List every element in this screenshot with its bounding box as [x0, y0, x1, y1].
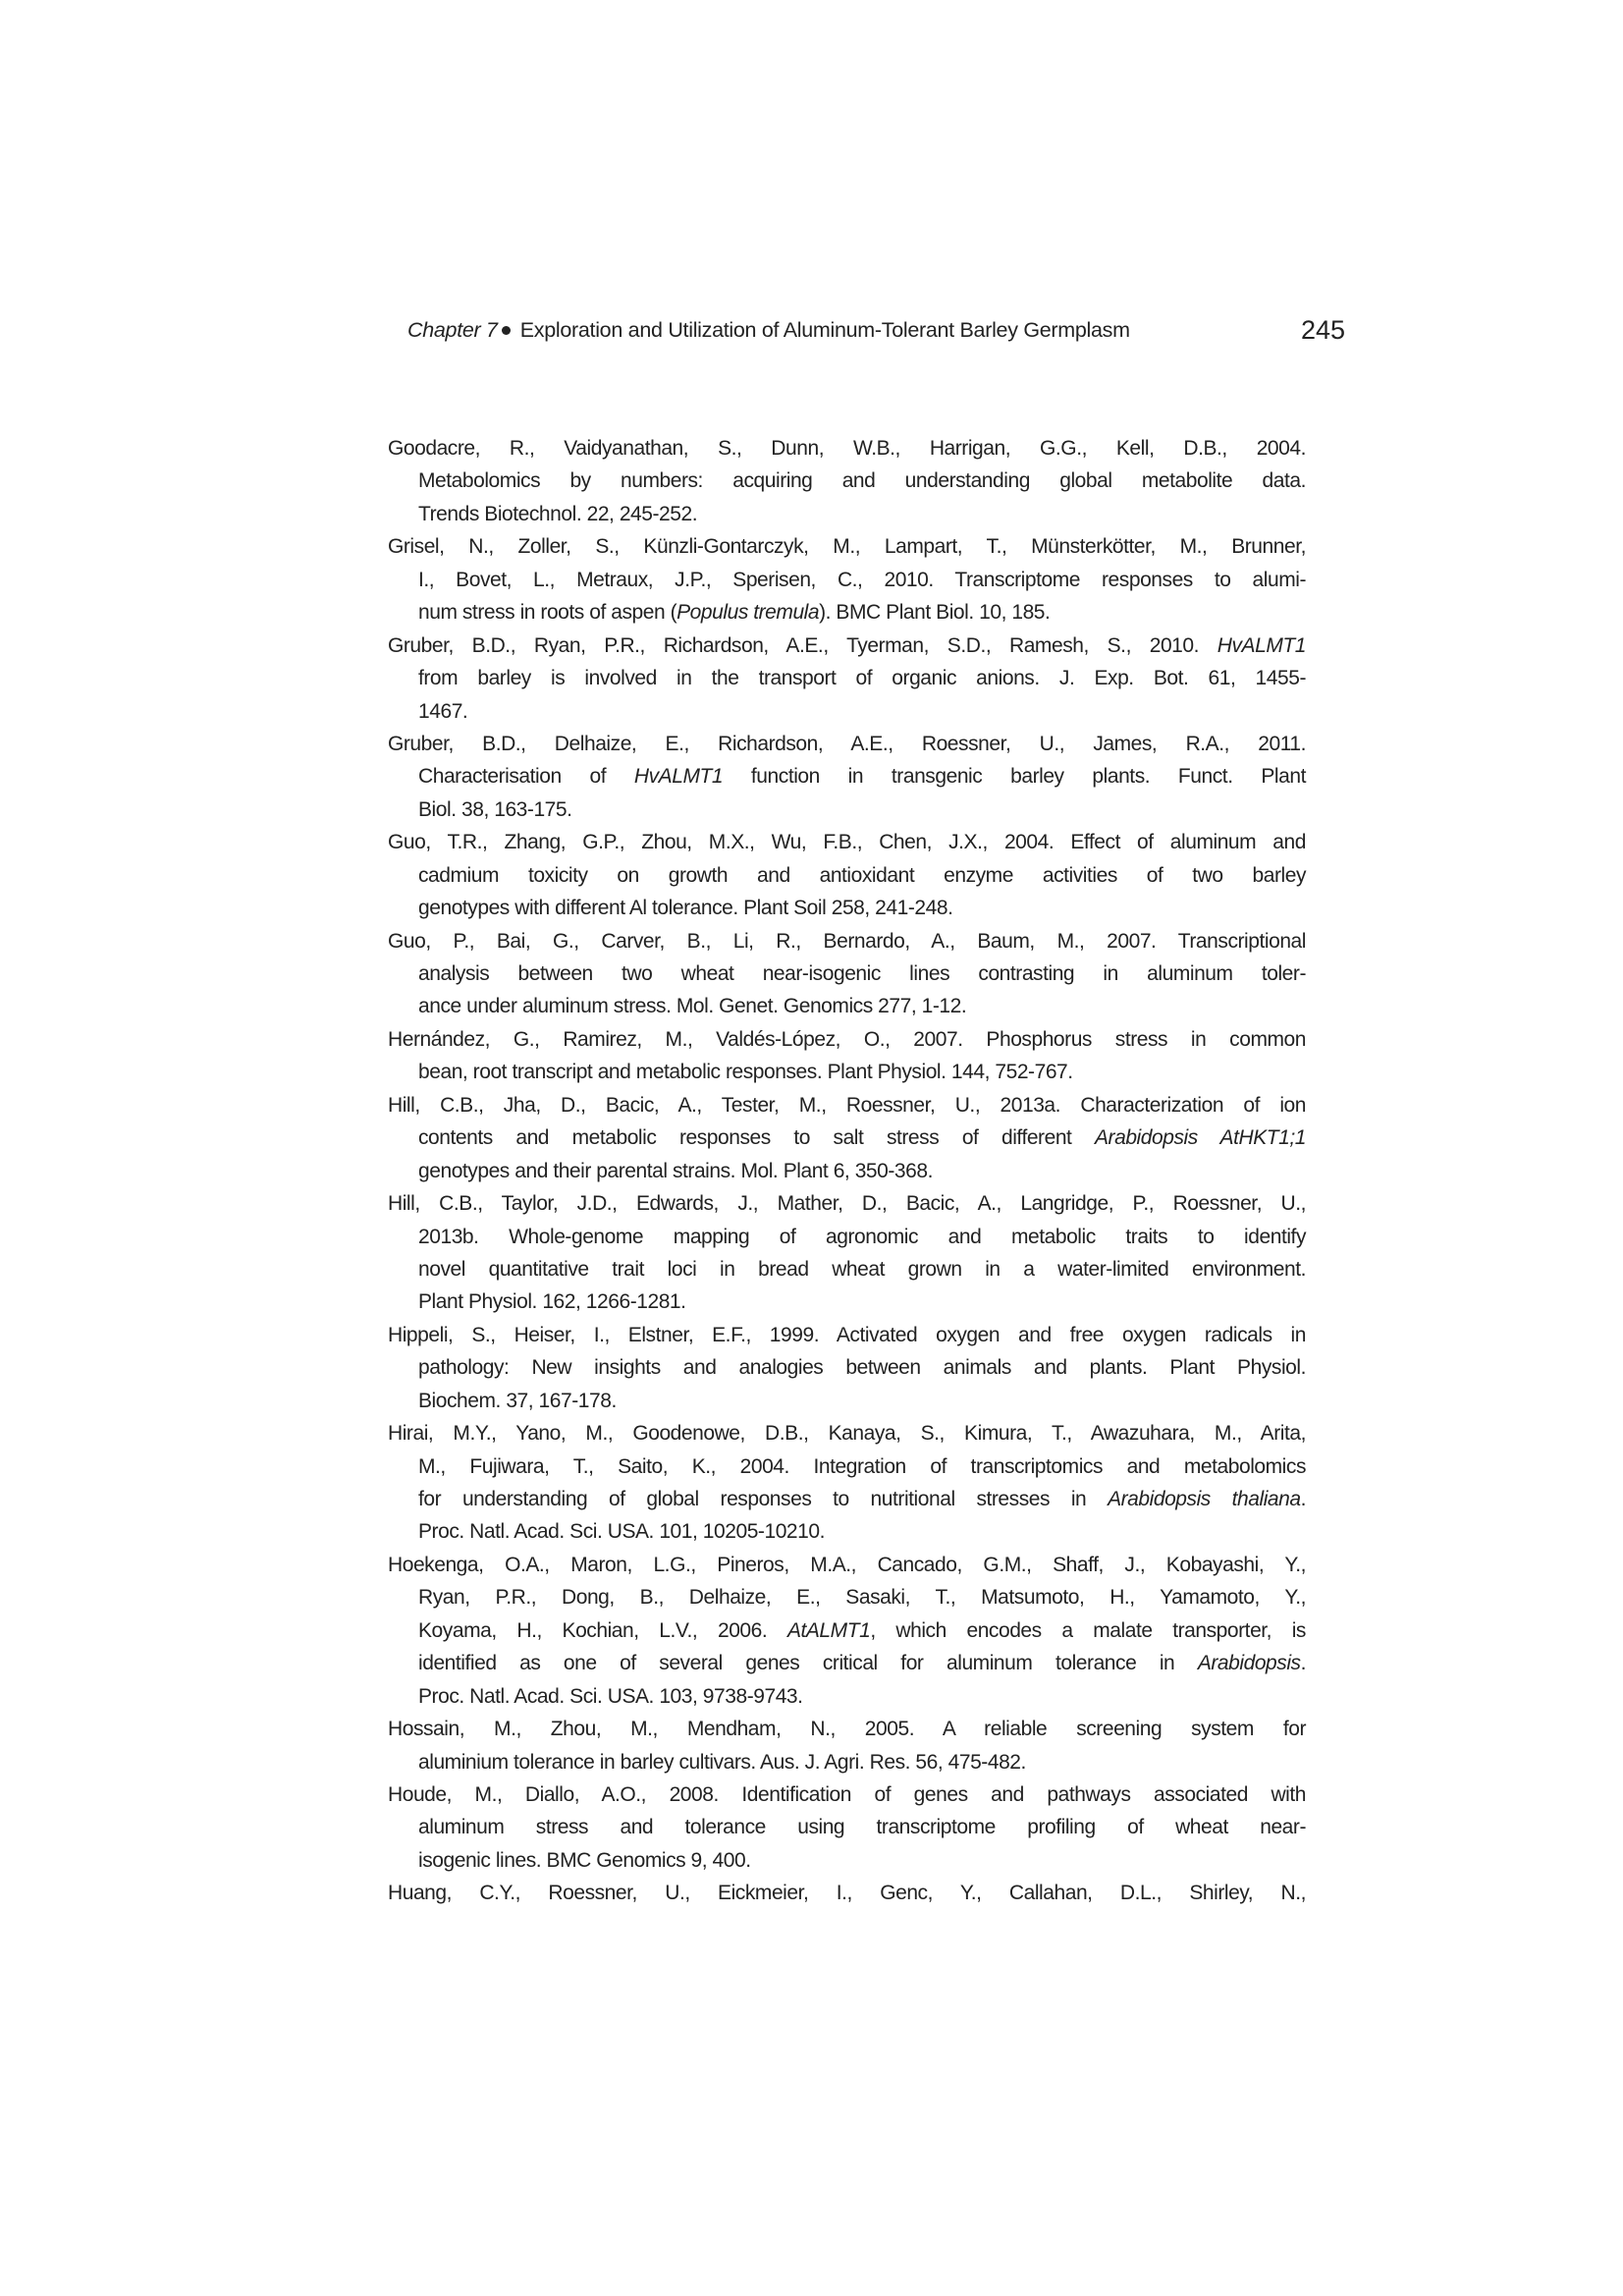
- reference-entry: [388, 629, 1306, 728]
- italic-term: Arabidopsis thaliana: [1108, 1488, 1301, 1510]
- reference-text: Hirai, M.Y., Yano, M., Goodenowe, D.B., Kanaya, S., Kimura, T., Awazuhara, M., Arita,: [388, 1422, 1306, 1446]
- running-header: [407, 315, 1345, 350]
- reference-text: Characterisation of: [418, 765, 634, 789]
- reference-line: [388, 1385, 1306, 1417]
- reference-text: for understanding of global responses to nutritional stresses in: [418, 1488, 1109, 1510]
- reference-line: [388, 432, 1306, 465]
- reference-text: analysis between two wheat near-isogenic lines contrasting in aluminum toler-: [418, 962, 1306, 985]
- reference-line: [388, 465, 1306, 497]
- reference-text: genotypes and their parental strains. Mol. Plant 6, 350-368.: [418, 1159, 934, 1182]
- reference-text: ance under aluminum stress. Mol. Genet. Genomics 277, 1-12.: [418, 995, 967, 1018]
- reference-text: Hoekenga, O.A., Maron, L.G., Pineros, M.A., Cancado, G.M., Shaff, J., Kobayashi, Y.,: [388, 1553, 1306, 1576]
- reference-text: Trends Biotechnol. 22, 245-252.: [418, 502, 698, 525]
- reference-line: [388, 1844, 1306, 1877]
- reference-text: Biol. 38, 163-175.: [418, 797, 572, 821]
- reference-entry: [388, 1713, 1306, 1778]
- bullet-separator-icon: [502, 326, 511, 335]
- reference-entry: [388, 1778, 1306, 1877]
- reference-text: novel quantitative trait loci in bread wheat grown in a water-limited environment.: [418, 1257, 1306, 1281]
- reference-line: [388, 1121, 1306, 1154]
- reference-line: [388, 990, 1306, 1022]
- reference-line: [388, 1351, 1306, 1384]
- reference-text: Koyama, H., Kochian, L.V., 2006.: [418, 1618, 787, 1642]
- reference-text: Gruber, B.D., Ryan, P.R., Richardson, A.E., Tyerman, S.D., Ramesh, S., 2010.: [388, 633, 1217, 657]
- reference-line: [388, 826, 1306, 858]
- reference-text: Metabolomics by numbers: acquiring and understanding global metabolite data.: [418, 469, 1306, 493]
- reference-line: [388, 859, 1306, 892]
- reference-text: Ryan, P.R., Dong, B., Delhaize, E., Sasaki, T., Matsumoto, H., Yamamoto, Y.,: [418, 1586, 1306, 1610]
- reference-line: [388, 695, 1306, 728]
- reference-line: [388, 662, 1306, 694]
- reference-entry: [388, 1877, 1306, 1909]
- reference-text: Hernández, G., Ramirez, M., Valdés-López, O., 2007. Phosphorus stress in common: [388, 1027, 1306, 1051]
- italic-term: AtALMT1: [786, 1618, 871, 1642]
- reference-text: Proc. Natl. Acad. Sci. USA. 103, 9738-9743.: [418, 1684, 803, 1708]
- reference-text: I., Bovet, L., Metraux, J.P., Sperisen, C., 2010. Transcriptome responses to alumi-: [418, 568, 1306, 591]
- reference-entry: [388, 1187, 1306, 1319]
- reference-line: [388, 925, 1306, 957]
- reference-text: 2013b. Whole-genome mapping of agronomic and metabolic traits to identify: [418, 1225, 1306, 1248]
- reference-entry: [388, 1089, 1306, 1187]
- reference-text: num stress in roots of aspen (: [418, 601, 677, 625]
- reference-text: Biochem. 37, 167-178.: [418, 1389, 617, 1412]
- reference-text: Hill, C.B., Jha, D., Bacic, A., Tester, M., Roessner, U., 2013a. Characterization of ion: [388, 1093, 1306, 1117]
- reference-line: [388, 793, 1306, 826]
- reference-line: [388, 892, 1306, 924]
- reference-line: [388, 957, 1306, 990]
- reference-line: [388, 1023, 1306, 1056]
- reference-text: contents and metabolic responses to salt stress of different: [418, 1126, 1095, 1150]
- reference-entry: [388, 826, 1306, 924]
- reference-entry: [388, 925, 1306, 1023]
- reference-entry: [388, 1023, 1306, 1089]
- reference-text: ). BMC Plant Biol. 10, 185.: [819, 601, 1051, 625]
- reference-text: from barley is involved in the transport of organic anions. J. Exp. Bot. 61, 1455-: [418, 667, 1306, 690]
- reference-text: .: [1300, 1488, 1306, 1510]
- reference-text: , which encodes a malate transporter, is: [870, 1618, 1306, 1642]
- reference-text: function in transgenic barley plants. Funct. Plant: [723, 765, 1306, 789]
- reference-line: [388, 1680, 1306, 1713]
- reference-line: [388, 1056, 1306, 1088]
- reference-text: aluminum stress and tolerance using transcriptome profiling of wheat near-: [418, 1816, 1306, 1839]
- reference-text: cadmium toxicity on growth and antioxidant enzyme activities of two barley: [418, 863, 1306, 887]
- italic-term: Arabidopsis: [1197, 1652, 1301, 1675]
- reference-line: [388, 1483, 1306, 1515]
- reference-text: isogenic lines. BMC Genomics 9, 400.: [418, 1848, 751, 1872]
- reference-line: [388, 1581, 1306, 1613]
- reference-line: [388, 760, 1306, 793]
- reference-text: pathology: New insights and analogies between animals and plants. Plant Physiol.: [418, 1356, 1306, 1380]
- reference-line: [388, 1089, 1306, 1121]
- reference-text: Huang, C.Y., Roessner, U., Eickmeier, I., Genc, Y., Callahan, D.L., Shirley, N.,: [388, 1882, 1306, 1905]
- reference-text: Houde, M., Diallo, A.O., 2008. Identification of genes and pathways associated with: [388, 1782, 1306, 1806]
- reference-line: [388, 498, 1306, 530]
- italic-term: Arabidopsis AtHKT1;1: [1095, 1126, 1306, 1150]
- reference-line: [388, 1417, 1306, 1449]
- reference-line: [388, 1778, 1306, 1811]
- reference-text: M., Fujiwara, T., Saito, K., 2004. Integration of transcriptomics and metabolomics: [418, 1454, 1306, 1478]
- reference-line: [388, 1155, 1306, 1187]
- reference-line: [388, 1515, 1306, 1548]
- reference-line: [388, 596, 1306, 629]
- chapter-label: Chapter 7: [407, 318, 498, 342]
- reference-entry: [388, 728, 1306, 826]
- reference-text: bean, root transcript and metabolic responses. Plant Physiol. 144, 752-767.: [418, 1061, 1073, 1084]
- reference-line: [388, 1713, 1306, 1745]
- reference-entry: [388, 1549, 1306, 1713]
- reference-list: [388, 432, 1306, 1910]
- italic-term: HvALMT1: [1217, 633, 1306, 657]
- reference-line: [388, 1253, 1306, 1285]
- italic-term: HvALMT1: [633, 765, 724, 789]
- reference-text: genotypes with different Al tolerance. Plant Soil 258, 241-248.: [418, 897, 953, 920]
- reference-line: [388, 1549, 1306, 1581]
- reference-text: Hossain, M., Zhou, M., Mendham, N., 2005. A reliable screening system for: [388, 1718, 1306, 1741]
- reference-text: Guo, P., Bai, G., Carver, B., Li, R., Bernardo, A., Baum, M., 2007. Transcriptional: [388, 929, 1306, 953]
- reference-line: [388, 1221, 1306, 1253]
- reference-line: [388, 1614, 1306, 1647]
- reference-line: [388, 1285, 1306, 1318]
- reference-line: [388, 564, 1306, 596]
- reference-text: Proc. Natl. Acad. Sci. USA. 101, 10205-10210.: [418, 1520, 826, 1544]
- reference-text: Hippeli, S., Heiser, I., Elstner, E.F., 1999. Activated oxygen and free oxygen radicals in: [388, 1323, 1306, 1346]
- reference-text: Hill, C.B., Taylor, J.D., Edwards, J., Mather, D., Bacic, A., Langridge, P., Roessner, U.,: [388, 1192, 1306, 1216]
- reference-line: [388, 1319, 1306, 1351]
- reference-text: identified as one of several genes critical for aluminum tolerance in: [418, 1652, 1198, 1675]
- reference-line: [388, 1811, 1306, 1843]
- reference-text: Grisel, N., Zoller, S., Künzli-Gontarczyk, M., Lampart, T., Münsterkötter, M., Brunner,: [388, 535, 1306, 559]
- reference-line: [388, 1746, 1306, 1778]
- reference-text: Gruber, B.D., Delhaize, E., Richardson, A.E., Roessner, U., James, R.A., 2011.: [388, 732, 1306, 755]
- reference-text: .: [1300, 1652, 1306, 1675]
- page-number: 245: [1300, 315, 1345, 345]
- reference-entry: [388, 1417, 1306, 1549]
- reference-line: [388, 728, 1306, 760]
- reference-entry: [388, 530, 1306, 629]
- reference-line: [388, 629, 1306, 662]
- italic-term: Populus tremula: [676, 601, 820, 625]
- reference-text: Goodacre, R., Vaidyanathan, S., Dunn, W.B., Harrigan, G.G., Kell, D.B., 2004.: [388, 437, 1306, 460]
- reference-line: [388, 1450, 1306, 1483]
- reference-line: [388, 530, 1306, 563]
- reference-text: 1467.: [418, 699, 468, 723]
- reference-text: Plant Physiol. 162, 1266-1281.: [418, 1290, 686, 1314]
- reference-line: [388, 1187, 1306, 1220]
- reference-entry: [388, 1319, 1306, 1417]
- reference-text: Guo, T.R., Zhang, G.P., Zhou, M.X., Wu, F.B., Chen, J.X., 2004. Effect of aluminum and: [388, 831, 1306, 854]
- reference-entry: [388, 432, 1306, 530]
- chapter-title: Exploration and Utilization of Aluminum-Tolerant Barley Germplasm: [519, 318, 1130, 342]
- reference-line: [388, 1647, 1306, 1679]
- reference-text: aluminium tolerance in barley cultivars. Aus. J. Agri. Res. 56, 475-482.: [418, 1750, 1026, 1774]
- reference-line: [388, 1877, 1306, 1909]
